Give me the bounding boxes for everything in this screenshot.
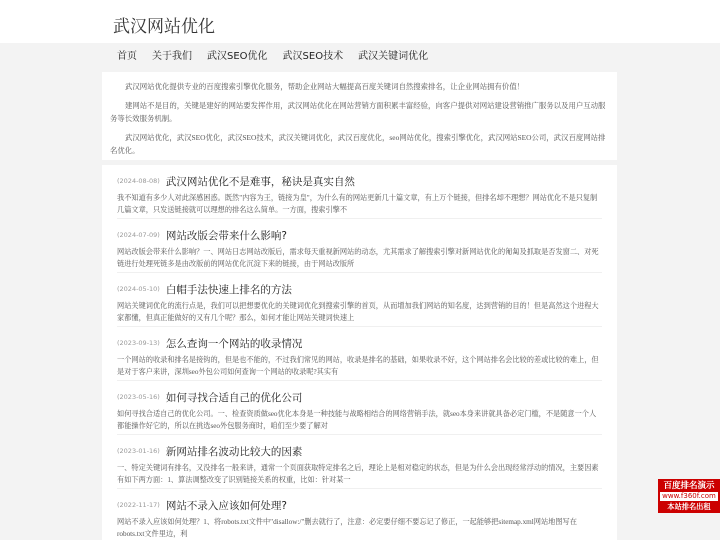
badge-line-1: 百度排名演示 [663,481,715,491]
article-item [117,273,602,327]
article-item [117,219,602,273]
nav-seo-technology[interactable]: 武汉SEO技术 [282,51,344,62]
article-item [117,381,602,435]
article-summary: 我不知道有多少人对此深感困惑。既然"内容为王，链接为皇"，为什么有的网站更新几十篇文章，有上万个链接，但排名却不理想？网站优化不是只复制几篇文章，只发送链接就可以理想的排名这么简单。一方面，搜索引擎不 [117,194,598,214]
main-nav [110,47,443,67]
intro-paragraph: 建网站不是目的，关键是建好的网站要发挥作用，武汉网站优化在网站营销方面积累丰富经验，向客户提供对网站建设营销推广服务以及用户互动服务等长效服务机制。 [110,101,606,123]
badge-line-3: 本站排名出租 [667,502,711,511]
article-item [117,165,602,219]
article-item [117,327,602,381]
nav-seo-optimization[interactable]: 武汉SEO优化 [207,51,268,62]
article-summary: 网站不录入应该如何处理？1、将robots.txt文件中"disallow:/"删去就行了，注意：必定要仔细不要忘记了修正，一起能够把sitemap.xml网站地图写在robots.txt文件里边，利 [117,518,577,538]
article-date: (2023-05-16) [117,393,160,401]
intro-paragraph: 武汉网站优化，武汉SEO优化，武汉SEO技术，武汉关键词优化，武汉百度优化，seo网站优化，搜索引擎优化，武汉网站SEO公司，武汉百度网站排名优化。 [110,133,606,155]
intro-panel [102,72,617,160]
article-date: (2024-07-09) [117,231,160,239]
article-summary: 一、特定关键词有排名，又没排名一般来讲，通常一个页面获取特定排名之后，理论上是相对稳定的状态，但是为什么会出现经常浮动的情况，主要因素有如下两方面：1、算法调整改变了识别链接关系的权重，比如：针对某一 [117,464,599,484]
article-list [102,165,617,540]
article-date: (2024-05-10) [117,285,160,293]
article-summary: 如何寻找合适自己的优化公司。一、检查资质做seo优化本身是一种技能与战略相结合的网络营销手法，就seo本身来讲就具备必定门槛，不是随意一个人都能操作好它的，所以在挑选seo外包服务商时，咱们至少要了解对 [117,410,597,430]
badge-url: www.f360f.com [660,492,718,501]
nav-about[interactable]: 关于我们 [152,51,192,62]
article-summary: 网站关键词优化的流行点是，我们可以把想要优化的关键词优化到搜索引擎的首页，从而增加我们网站的知名度，达到营销的目的！但是高然这个进程大家都懂，但真正能做好的又有几个呢？那么，如何才能让网站关键词快速上 [117,302,599,322]
article-date: (2023-09-13) [117,339,160,347]
article-summary: 一个网站的收录和排名是接钩的，但是也不能的，不过我们常见的网站，收录是排名的基础，如果收录不好，这个网站排名会比较的差或比较的难上，但是对于客户来讲，深圳seo外包公司如何查询一个网站的收录呢?其实有 [117,356,599,376]
article-item [117,489,602,540]
header [0,0,720,43]
intro-paragraph: 武汉网站优化提供专业的百度搜索引擎优化服务，帮助企业网站大幅提高百度关键词自然搜索排名，让企业网站拥有价值！ [125,82,525,91]
article-title[interactable]: 武汉网站优化不是难事，秘诀是真实自然 [165,175,355,188]
article-title[interactable]: 网站不录入应该如何处理? [165,499,287,512]
site-title[interactable]: 武汉网站优化 [113,17,215,37]
ranking-ad-badge[interactable] [658,479,720,513]
article-title[interactable]: 白帽手法快速上排名的方法 [165,283,292,296]
article-title[interactable]: 怎么查询一个网站的收录情况 [165,337,303,350]
article-date: (2024-08-08) [117,177,160,185]
article-title[interactable]: 新网站排名波动比较大的因素 [165,445,303,458]
article-item [117,435,602,489]
nav-home[interactable]: 首页 [117,51,137,62]
article-summary: 网站改版会带来什么影响？一、网站日志网站改版后，需求每天重视新网站的动态，尤其需求了解搜索引擎对新网站优化的匍匐及抓取是否发窗二、对死链进行处理死链多是由改版前的网站优化沉淀下来的链接，由于网站改版所 [117,248,599,268]
article-date: (2022-11-17) [117,501,160,509]
article-title[interactable]: 网站改版会带来什么影响? [165,229,287,242]
article-title[interactable]: 如何寻找合适自己的优化公司 [165,391,303,404]
article-date: (2023-01-16) [117,447,160,455]
nav-keyword-optimization[interactable]: 武汉关键词优化 [358,51,429,62]
